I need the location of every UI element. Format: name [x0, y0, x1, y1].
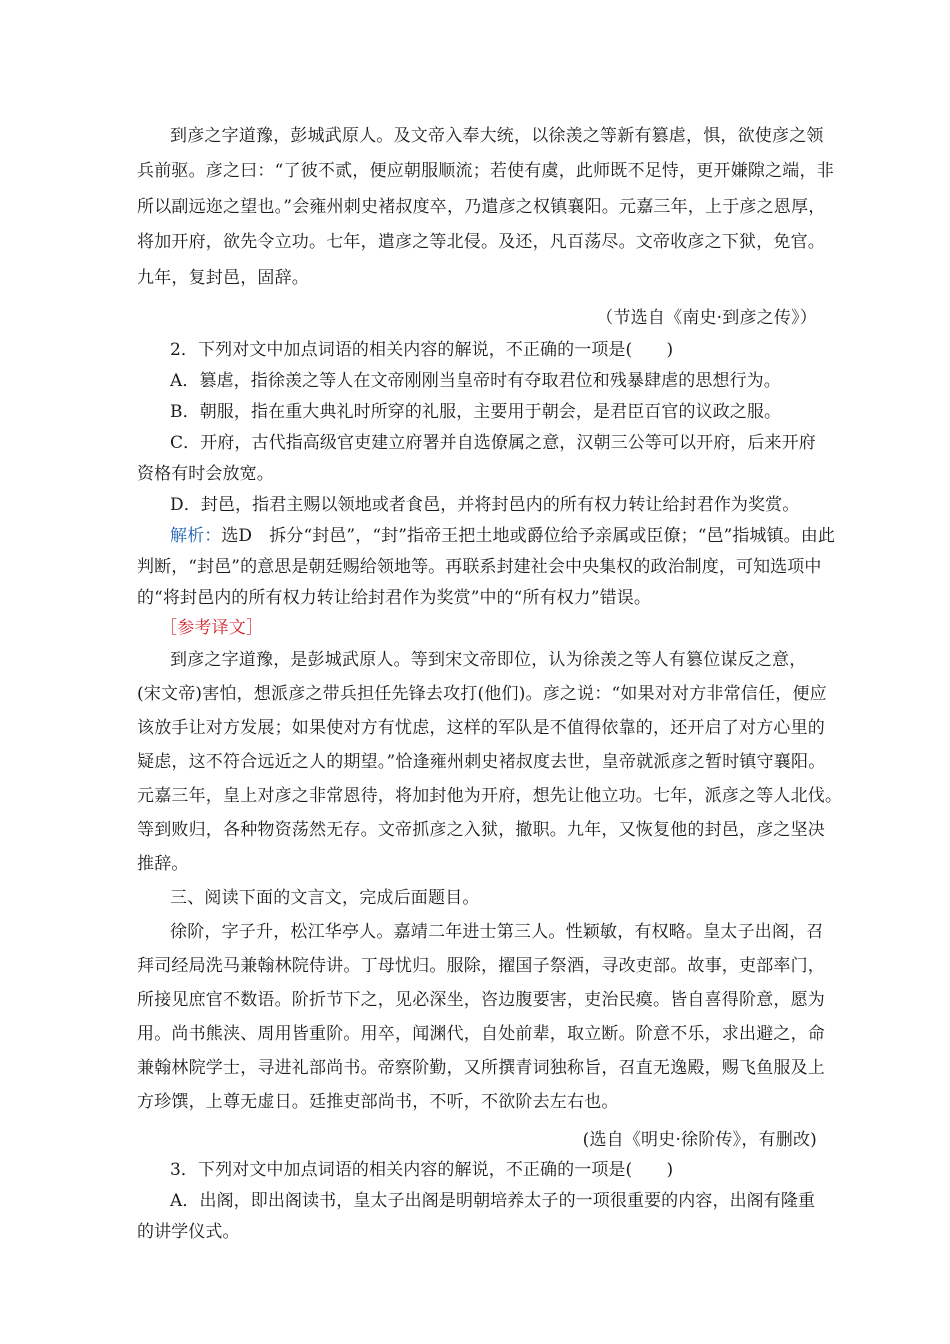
source-citation: (选自《明史·徐阶传》，有删改)	[582, 1130, 817, 1150]
text-line: 推辞。	[137, 854, 189, 874]
question-3: 3．下列对文中加点词语的相关内容的解说，不正确的一项是( )	[170, 1160, 674, 1180]
reference-translation-heading: ［参考译文］	[160, 618, 264, 638]
text-line: 所以副远迩之望也。”会雍州刺史褚叔度卒，乃遣彦之权镇襄阳。元嘉三年，上于彦之恩厚，	[137, 197, 826, 217]
option-c: C．开府，古代指高级官吏建立府署并自选僚属之意，汉朝三公等可以开府，后来开府	[170, 433, 816, 453]
question-2: 2．下列对文中加点词语的相关内容的解说，不正确的一项是( )	[170, 340, 674, 360]
option-c-cont: 资格有时会放宽。	[137, 464, 274, 484]
source-citation: （节选自《南史·到彦之传》）	[596, 308, 817, 328]
text-line: 将加开府，欲先令立功。七年，遣彦之等北侵。及还，凡百荡尽。文帝收彦之下狱，免官。	[137, 232, 825, 252]
option-a: A．出阁，即出阁读书，皇太子出阁是明朝培养太子的一项很重要的内容，出阁有隆重	[170, 1191, 816, 1211]
section-3-heading: 三、阅读下面的文言文，完成后面题目。	[170, 888, 480, 908]
option-a: A．篡虐，指徐羡之等人在文帝刚刚当皇帝时有夺取君位和残暴肆虐的思想行为。	[170, 371, 781, 391]
option-b: B．朝服，指在重大典礼时所穿的礼服，主要用于朝会，是君臣百官的议政之服。	[170, 402, 782, 422]
text-line: 的“将封邑内的所有权力转让给封君作为奖赏”中的“所有权力”错误。	[137, 588, 651, 608]
text-line: 判断，“封邑”的意思是朝廷赐给领地等。再联系封建社会中央集权的政治制度，可知选项中	[137, 557, 822, 577]
text-line: 兵前驱。彦之曰：“了彼不贰，便应朝服顺流；若使有虞，此师既不足恃，更开嫌隙之端，非	[137, 161, 834, 181]
text-line: 九年，复封邑，固辞。	[137, 268, 309, 288]
analysis-line	[170, 524, 835, 548]
analysis-text: 选D 拆分“封邑”，“封”指帝王把土地或爵位给予亲属或臣僚；“邑”指城镇。由此	[221, 526, 835, 546]
analysis-label: 解析：	[170, 526, 222, 546]
text-line: 该放手让对方发展；如果使对方有忧虑，这样的军队是不值得依靠的，还开启了对方心里的	[137, 718, 825, 738]
text-line: 兼翰林院学士，寻进礼部尚书。帝察阶勤，又所撰青词独称旨，召直无逸殿，赐飞鱼服及上	[137, 1058, 825, 1078]
text-line: 徐阶，字子升，松江华亭人。嘉靖二年进士第三人。性颖敏，有权略。皇太子出阁，召	[170, 922, 824, 942]
text-line: 方珍馔，上尊无虚日。廷推吏部尚书，不听，不欲阶去左右也。	[137, 1092, 619, 1112]
option-a-cont: 的讲学仪式。	[137, 1222, 240, 1242]
text-line: 元嘉三年，皇上对彦之非常恩待，将加封他为开府，想先让他立功。七年，派彦之等人北伐。	[137, 786, 843, 806]
text-line: 所接见庶官不数语。阶折节下之，见必深坐，咨边腹要害，吏治民瘼。皆自喜得阶意，愿为	[137, 990, 825, 1010]
text-line: (宋文帝)害怕，想派彦之带兵担任先锋去攻打(他们)。彦之说：“如果对对方非常信任，便应	[137, 684, 827, 704]
text-line: 到彦之字道豫，是彭城武原人。等到宋文帝即位，认为徐羡之等人有篡位谋反之意，	[170, 650, 807, 670]
text-line: 疑虑，这不符合远近之人的期望。”恰逢雍州刺史褚叔度去世，皇帝就派彦之暂时镇守襄阳。	[137, 752, 826, 772]
text-line: 等到败归，各种物资荡然无存。文帝抓彦之入狱，撤职。九年，又恢复他的封邑，彦之坚决	[137, 820, 825, 840]
text-line: 用。尚书熊浃、周用皆重阶。用卒，闻渊代，自处前辈，取立断。阶意不乐，求出避之，命	[137, 1024, 825, 1044]
option-d: D．封邑，指君主赐以领地或者食邑，并将封邑内的所有权力转让给封君作为奖赏。	[170, 495, 800, 515]
text-line: 到彦之字道豫，彭城武原人。及文帝入奉大统，以徐羡之等新有篡虐，惧，欲使彦之领	[170, 126, 824, 146]
text-line: 拜司经局洗马兼翰林院侍讲。丁母忧归。服除，擢国子祭酒，寻改吏部。故事，吏部率门，	[137, 956, 825, 976]
